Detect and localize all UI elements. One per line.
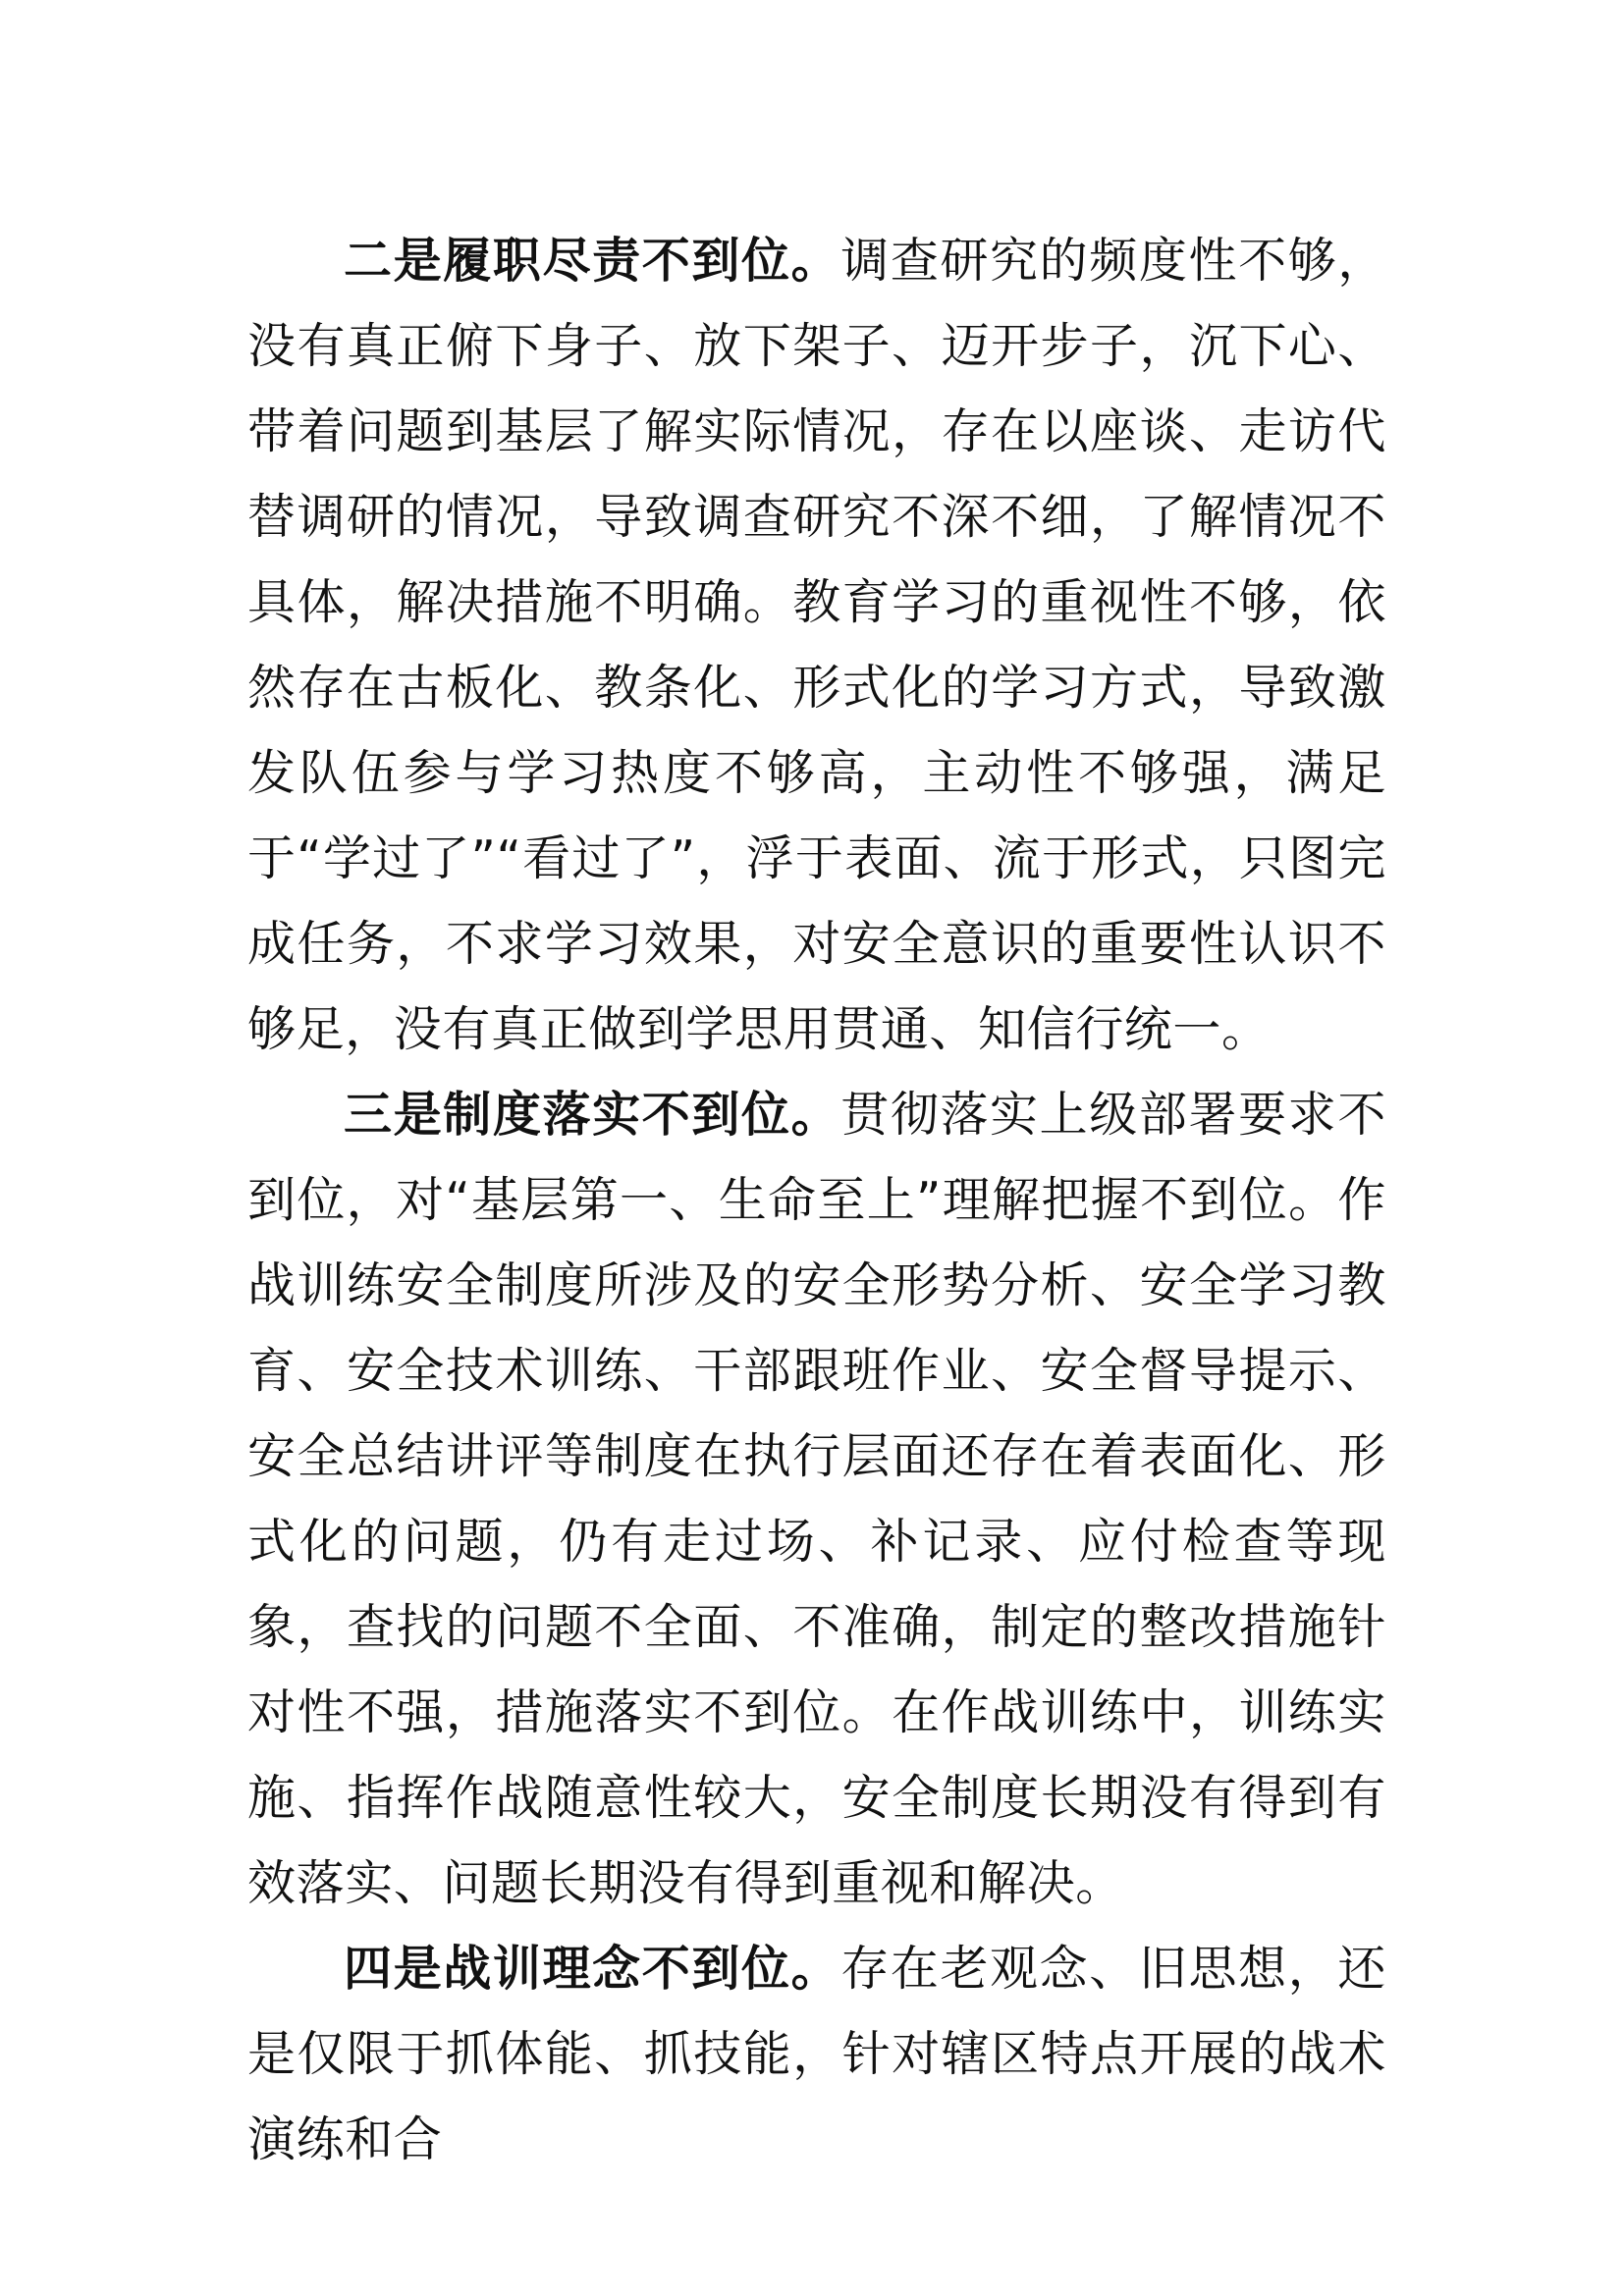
paragraph-heading: 四是战训理念不到位。 [344,1941,841,1997]
paragraph-training-concept [247,1926,1386,2182]
document-page [247,218,1386,2182]
paragraph-text: 调查研究的频度性不够，没有真正俯下身子、放下架子、迈开步子，沉下心、带着问题到基层了解实际情况，存在以座谈、走访代替调研的情况，导致调查研究不深不细，了解情况不具体，解决措施不明确。教育学习的重视性不够，依然存在古板化、教条化、形式化的学习方式，导致激发队伍参与学习热度不够高，主动性不够强，满足于“学过了”“看过了”，浮于表面、流于形式，只图完成任务，不求学习效果，对安全意识的重要性认识不够足，没有真正做到学思用贯通、知信行统一。 [247,233,1386,1057]
paragraph-heading: 三是制度落实不到位。 [344,1087,841,1143]
paragraph-system-implementation [247,1072,1386,1926]
paragraph-text: 贯彻落实上级部署要求不到位，对“基层第一、生命至上”理解把握不到位。作战训练安全制度所涉及的安全形势分析、安全学习教育、安全技术训练、干部跟班作业、安全督导提示、安全总结讲评等制度在执行层面还存在着表面化、形式化的问题，仍有走过场、补记录、应付检查等现象，查找的问题不全面、不准确，制定的整改措施针对性不强，措施落实不到位。在作战训练中，训练实施、指挥作战随意性较大，安全制度长期没有得到有效落实、问题长期没有得到重视和解决。 [247,1087,1386,1911]
paragraph-text: 存在老观念、旧思想，还是仅限于抓体能、抓技能，针对辖区特点开展的战术演练和合 [247,1941,1386,2167]
paragraph-heading: 二是履职尽责不到位。 [344,233,841,289]
paragraph-performance-duty [247,218,1386,1072]
